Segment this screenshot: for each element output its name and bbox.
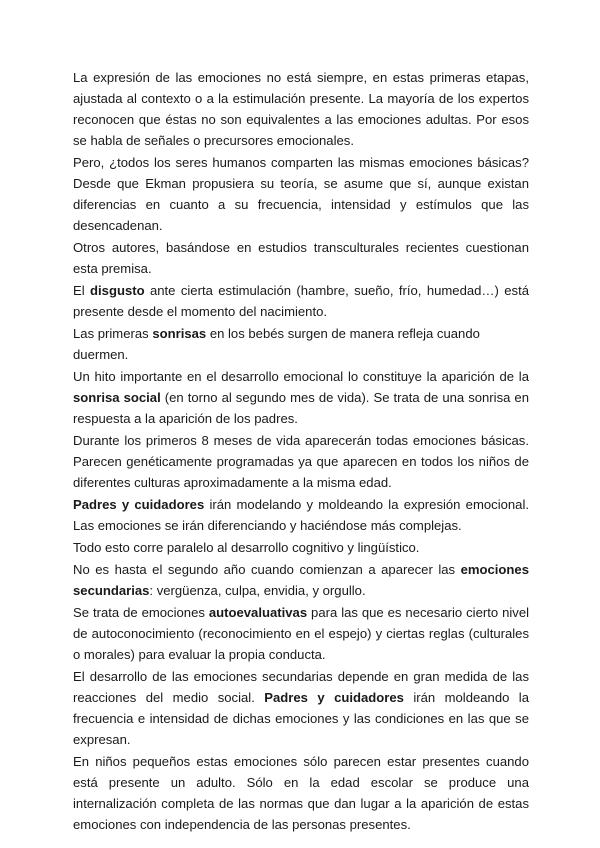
bold-term: sonrisa social — [73, 390, 161, 405]
paragraph-otros-autores — [73, 237, 529, 279]
paragraph-medio-social — [73, 666, 529, 750]
paragraph-internalizacion — [73, 751, 529, 835]
bold-term: disgusto — [90, 283, 145, 298]
text-run: No es hasta el segundo año cuando comienzan a aparecer las — [73, 562, 461, 577]
text-run: ante cierta estimulación (hambre, sueño, frío, humedad…) está presente desde el momento del nacimiento. — [73, 283, 530, 319]
bold-term: emociones secundarias — [73, 562, 529, 598]
paragraph-emociones-secundarias — [73, 559, 529, 601]
text-run: Todo esto corre paralelo al desarrollo cognitivo y lingüístico. — [73, 540, 420, 555]
paragraph-precursores — [73, 67, 529, 151]
paragraph-emociones-basicas — [73, 152, 529, 236]
text-run: El — [73, 283, 91, 298]
bold-term: Padres y cuidadores — [73, 497, 205, 512]
text-run: La expresión de las emociones no está siempre, en estas primeras etapas, ajustada al contexto o a la estimulación presente. La mayoría de los expertos reconocen que éstas no son equivalentes a las emociones adultas. Por esos se habla de señales o precursores emocionales. — [73, 70, 529, 148]
text-run: : vergüenza, culpa, envidia, y orgullo. — [149, 583, 366, 598]
paragraph-sonrisas — [73, 323, 529, 365]
paragraph-padres-modelando — [73, 494, 529, 536]
paragraph-sonrisa-social — [73, 366, 529, 429]
text-run: Se trata de emociones — [73, 605, 209, 620]
document-page — [73, 67, 529, 836]
text-run: para las que es necesario cierto nivel de autoconocimiento (reconocimiento en el espejo) y ciertas reglas (culturales o morales) para evaluar la propia conducta. — [73, 605, 530, 662]
paragraph-disgusto — [73, 280, 529, 322]
paragraph-primeros-meses — [73, 430, 529, 493]
text-run: en los bebés surgen de manera refleja cuando duermen. — [73, 326, 480, 362]
text-run: Las primeras — [73, 326, 153, 341]
text-run: Un hito importante en el desarrollo emocional lo constituye la aparición de la — [73, 369, 529, 384]
text-run: Otros autores, basándose en estudios transculturales recientes cuestionan esta premisa. — [73, 240, 529, 276]
paragraph-autoevaluativas — [73, 602, 529, 665]
text-run: Durante los primeros 8 meses de vida aparecerán todas emociones básicas. Parecen genéticamente programadas ya que aparecen en todos los niños de diferentes culturas aproximadamente a la misma edad. — [73, 433, 529, 490]
text-run: Pero, ¿todos los seres humanos comparten las mismas emociones básicas? Desde que Ekman propusiera su teoría, se asume que sí, aunque existan diferencias en cuanto a su frecuencia, intensidad y estímulos que las desencadenan. — [73, 155, 529, 233]
text-run: irán moldeando la frecuencia e intensidad de dichas emociones y las condiciones en las que se expresan. — [73, 690, 530, 747]
paragraph-desarrollo-cognitivo — [73, 537, 529, 558]
text-run: En niños pequeños estas emociones sólo parecen estar presentes cuando está presente un adulto. Sólo en la edad escolar se produce una internalización completa de las normas que dan lugar a la aparición de estas emociones con independencia de las personas presentes. — [73, 754, 529, 832]
bold-term: autoevaluativas — [208, 605, 308, 620]
bold-term: sonrisas — [152, 326, 207, 341]
text-run: irán modelando y moldeando la expresión emocional. Las emociones se irán diferenciando y haciéndose más complejas. — [73, 497, 529, 533]
text-run: (en torno al segundo mes de vida). Se trata de una sonrisa en respuesta a la aparición de los padres. — [73, 390, 529, 426]
bold-term: Padres y cuidadores — [264, 690, 404, 705]
text-run: El desarrollo de las emociones secundarias depende en gran medida de las reacciones del medio social. — [73, 669, 529, 705]
